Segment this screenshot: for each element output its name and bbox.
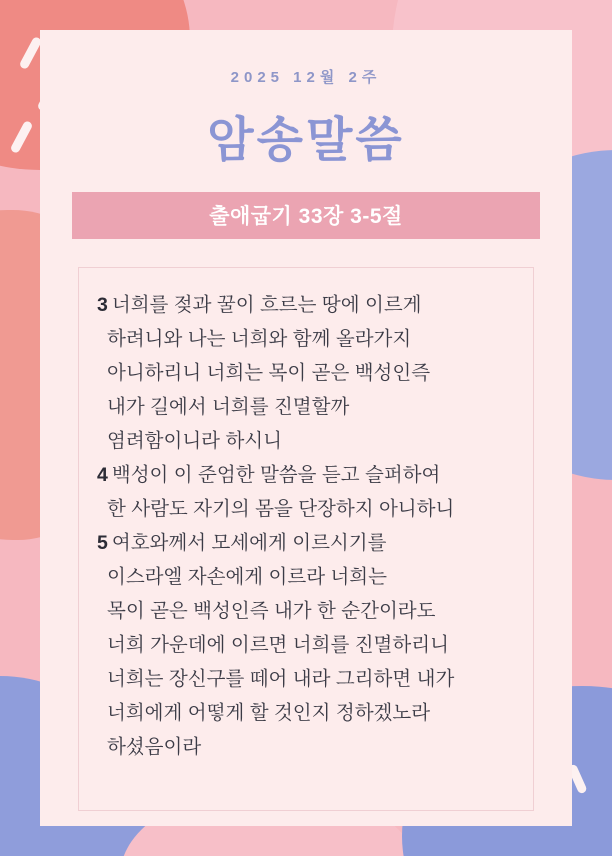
verse-text: 염려함이니라 하시니 xyxy=(107,430,282,452)
verse-text: 너희는 장신구를 떼어 내라 그리하면 내가 xyxy=(107,668,455,690)
verse-text: 목이 곧은 백성인즉 내가 한 순간이라도 xyxy=(107,600,436,622)
scripture-reference: 출애굽기 33장 3-5절 xyxy=(209,205,403,228)
verse-line xyxy=(97,560,519,594)
verse-text: 너희에게 어떻게 할 것인지 정하겠노라 xyxy=(107,702,431,724)
verse-text: 아니하리니 너희는 목이 곧은 백성인즉 xyxy=(107,362,431,384)
verse-line xyxy=(97,458,519,492)
verse-text: 한 사람도 자기의 몸을 단장하지 아니하니 xyxy=(107,498,455,520)
verse-line xyxy=(97,322,519,356)
verse-number: 5 xyxy=(97,532,108,554)
verse-text: 내가 길에서 너희를 진멸할까 xyxy=(107,396,350,418)
verse-text: 너희를 젖과 꿀이 흐르는 땅에 이르게 xyxy=(111,294,422,316)
verse-line xyxy=(97,390,519,424)
verse-line xyxy=(97,424,519,458)
verse-text: 백성이 이 준엄한 말씀을 듣고 슬퍼하여 xyxy=(111,464,441,486)
verse-text: 이스라엘 자손에게 이르라 너희는 xyxy=(107,566,387,588)
verse-text: 하려니와 나는 너희와 함께 올라가지 xyxy=(107,328,412,350)
verse-line xyxy=(97,696,519,730)
verse-line xyxy=(97,288,519,322)
verse-line xyxy=(97,594,519,628)
verse-text-box xyxy=(78,267,534,811)
verse-text: 여호와께서 모세에게 이르시기를 xyxy=(111,532,387,554)
scripture-reference-band xyxy=(72,192,540,239)
page-title: 암송말씀 xyxy=(207,114,405,167)
verse-line xyxy=(97,526,519,560)
verse-line xyxy=(97,356,519,390)
verse-line xyxy=(97,662,519,696)
verse-number: 3 xyxy=(97,294,108,316)
verse-number: 4 xyxy=(97,464,108,486)
date-eyebrow: 2025 12월 2주 xyxy=(230,69,382,86)
verse-card xyxy=(40,30,572,826)
verse-text: 하셨음이라 xyxy=(107,736,202,758)
verse-text: 너희 가운데에 이르면 너희를 진멸하리니 xyxy=(107,634,449,656)
verse-line xyxy=(97,492,519,526)
verse-line xyxy=(97,628,519,662)
verse-line xyxy=(97,730,519,764)
